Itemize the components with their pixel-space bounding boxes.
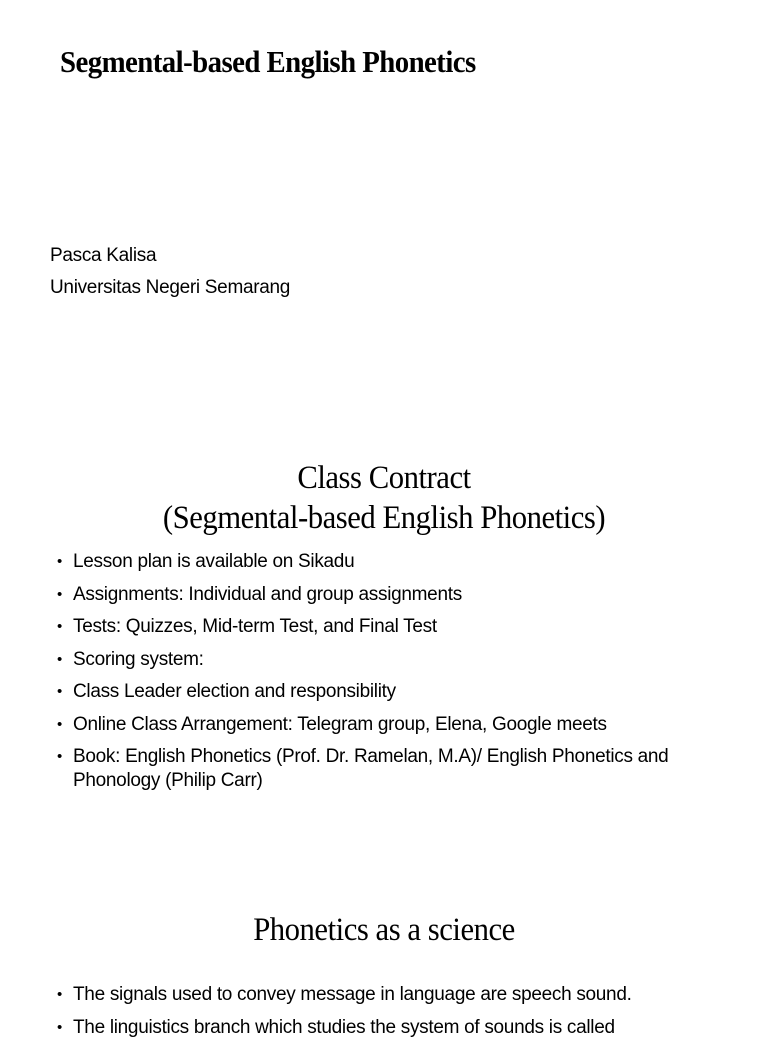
author-affiliation: Universitas Negeri Semarang [50, 277, 291, 298]
title-slide [0, 0, 768, 420]
presentation-title: Segmental-based English Phonetics [60, 44, 476, 79]
bullet-text: Scoring system: [73, 648, 204, 670]
bullet-item [55, 648, 713, 672]
slide-title-line-2: (Segmental-based English Phonetics) [162, 500, 606, 536]
slide-title-line-1: Class Contract [297, 460, 471, 496]
slide-title [0, 910, 768, 950]
bullet-icon: • [57, 650, 62, 668]
bullet-item [55, 983, 632, 1007]
bullet-icon: • [57, 715, 62, 733]
bullet-item [55, 550, 713, 574]
slide-title [0, 458, 768, 538]
bullet-text: Assignments: Individual and group assignments [73, 583, 462, 605]
bullet-text: Tests: Quizzes, Mid-term Test, and Final Test [73, 616, 437, 637]
phonetics-science-slide [0, 900, 768, 1038]
bullet-item [55, 1016, 632, 1040]
bullet-list [55, 550, 713, 802]
bullet-text: Class Leader election and responsibility [73, 681, 396, 702]
bullet-text: The signals used to convey message in language are speech sound. [73, 984, 632, 1005]
bullet-item [55, 713, 713, 737]
bullet-icon: • [57, 748, 62, 765]
bullet-icon: • [57, 683, 62, 700]
bullet-text: Online Class Arrangement: Telegram group, Elena, Google meets [73, 713, 607, 735]
bullet-icon: • [57, 618, 62, 635]
bullet-icon: • [57, 553, 62, 570]
bullet-icon: • [57, 585, 62, 603]
bullet-item [55, 680, 713, 704]
author-name: Pasca Kalisa [50, 245, 157, 266]
bullet-text: Book: English Phonetics (Prof. Dr. Ramelan, M.A)/ English Phonetics and Phonology (Philip Carr) [73, 746, 669, 791]
author-block [50, 240, 290, 304]
bullet-text: Lesson plan is available on Sikadu [73, 551, 355, 572]
bullet-item [55, 745, 713, 793]
class-contract-slide [0, 455, 768, 815]
slide-title-text: Phonetics as a science [253, 912, 515, 948]
bullet-icon: • [57, 986, 62, 1003]
bullet-item [55, 583, 713, 607]
bullet-text: The linguistics branch which studies the system of sounds is called [73, 1016, 615, 1038]
bullet-icon: • [57, 1018, 62, 1036]
bullet-item [55, 615, 713, 639]
bullet-list [55, 983, 632, 1048]
